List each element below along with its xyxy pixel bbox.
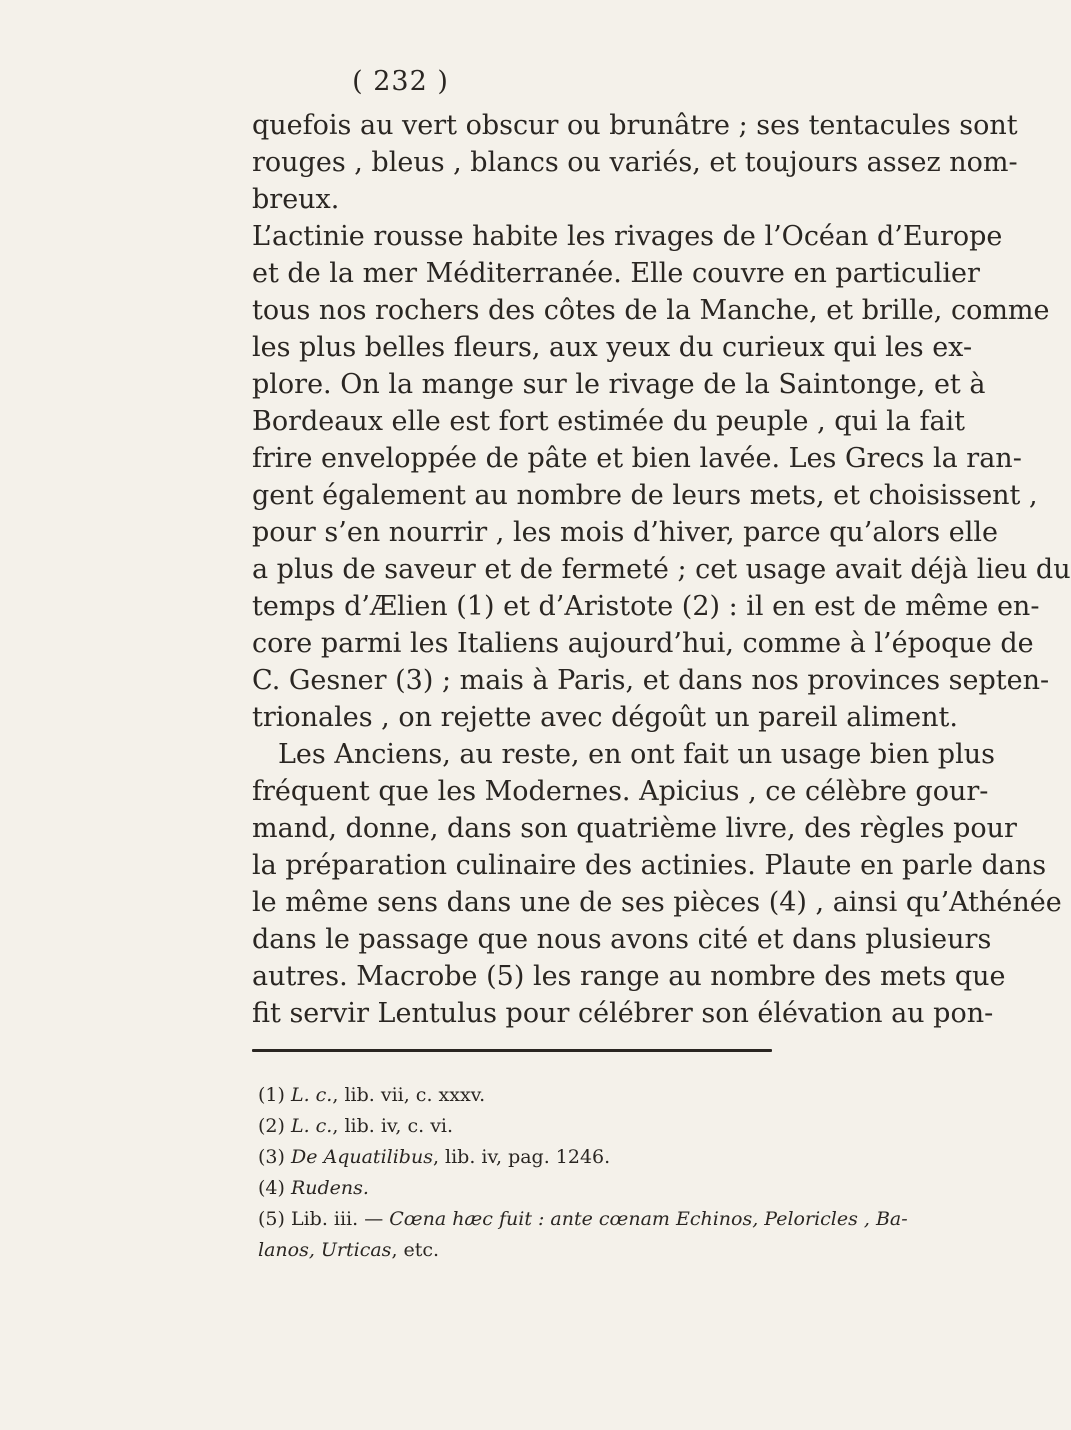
footnote-marker: (1) <box>258 1084 285 1106</box>
page-number: ( 232 ) <box>352 66 449 97</box>
text-line: autres. Macrobe (5) les range au nombre des mets que <box>252 961 1006 992</box>
footnote-1 <box>258 1080 485 1110</box>
footnote-italic: L. c. <box>290 1115 333 1137</box>
footnote-text: , lib. iv, pag. 1246. <box>432 1146 611 1168</box>
footnote-text: , lib. vii, c. xxxv. <box>332 1084 486 1106</box>
text-line: le même sens dans une de ses pièces (4) , ainsi qu’Athénée <box>252 887 1062 918</box>
footnote-marker: (5) <box>258 1208 285 1230</box>
footnote-marker: (3) <box>258 1146 285 1168</box>
text-line: frire enveloppée de pâte et bien lavée. Les Grecs la ran- <box>252 443 1022 474</box>
text-line: la préparation culinaire des actinies. Plaute en parle dans <box>252 850 1047 881</box>
text-line: dans le passage que nous avons cité et dans plusieurs <box>252 924 992 955</box>
text-line: mand, donne, dans son quatrième livre, des règles pour <box>252 813 1017 844</box>
text-line: core parmi les Italiens aujourd’hui, comme à l’époque de <box>252 628 1034 659</box>
text-line: les plus belles fleurs, aux yeux du curieux qui les ex- <box>252 332 973 363</box>
footnote-2 <box>258 1111 453 1141</box>
footnote-italic: Rudens. <box>290 1177 369 1199</box>
footnote-separator <box>252 1049 772 1052</box>
footnote-italic: lanos, Urticas <box>258 1239 392 1261</box>
footnote-5-continued <box>258 1235 439 1265</box>
footnote-4 <box>258 1173 369 1203</box>
text-line: C. Gesner (3) ; mais à Paris, et dans nos provinces septen- <box>252 665 1050 696</box>
footnote-italic: De Aquatilibus <box>290 1146 433 1168</box>
text-line: quefois au vert obscur ou brunâtre ; ses tentacules sont <box>252 110 1018 141</box>
footnote-text: , lib. iv, c. vi. <box>332 1115 454 1137</box>
text-line: et de la mer Méditerranée. Elle couvre en particulier <box>252 258 980 289</box>
text-line: fit servir Lentulus pour célébrer son élévation au pon- <box>252 998 994 1029</box>
footnote-marker: (2) <box>258 1115 285 1137</box>
text-line: Bordeaux elle est fort estimée du peuple , qui la fait <box>252 406 966 437</box>
text-line: a plus de saveur et de fermeté ; cet usage avait déjà lieu du <box>252 554 1071 585</box>
text-line: rouges , bleus , blancs ou variés, et toujours assez nom- <box>252 147 1018 178</box>
footnote-5 <box>258 1204 908 1234</box>
text-line: L’actinie rousse habite les rivages de l’Océan d’Europe <box>252 221 1003 252</box>
text-line: temps d’Ælien (1) et d’Aristote (2) : il en est de même en- <box>252 591 1040 622</box>
text-line: plore. On la mange sur le rivage de la Saintonge, et à <box>252 369 986 400</box>
text-line: trionales , on rejette avec dégoût un pareil aliment. <box>252 702 958 733</box>
footnote-text: Lib. iii. — <box>290 1208 390 1230</box>
footnote-3 <box>258 1142 610 1172</box>
text-line: pour s’en nourrir , les mois d’hiver, parce qu’alors elle <box>252 517 998 548</box>
text-line: fréquent que les Modernes. Apicius , ce célèbre gour- <box>252 776 989 807</box>
text-line: breux. <box>252 184 340 215</box>
text-line: tous nos rochers des côtes de la Manche, et brille, comme <box>252 295 1050 326</box>
text-line: Les Anciens, au reste, en ont fait un usage bien plus <box>278 739 995 770</box>
footnote-italic: Cœna hæc fuit : ante cœnam Echinos, Peloricles , Ba- <box>389 1208 908 1230</box>
footnote-text: , etc. <box>391 1239 440 1261</box>
footnote-italic: L. c. <box>290 1084 333 1106</box>
footnote-marker: (4) <box>258 1177 285 1199</box>
text-line: gent également au nombre de leurs mets, et choisissent , <box>252 480 1038 511</box>
